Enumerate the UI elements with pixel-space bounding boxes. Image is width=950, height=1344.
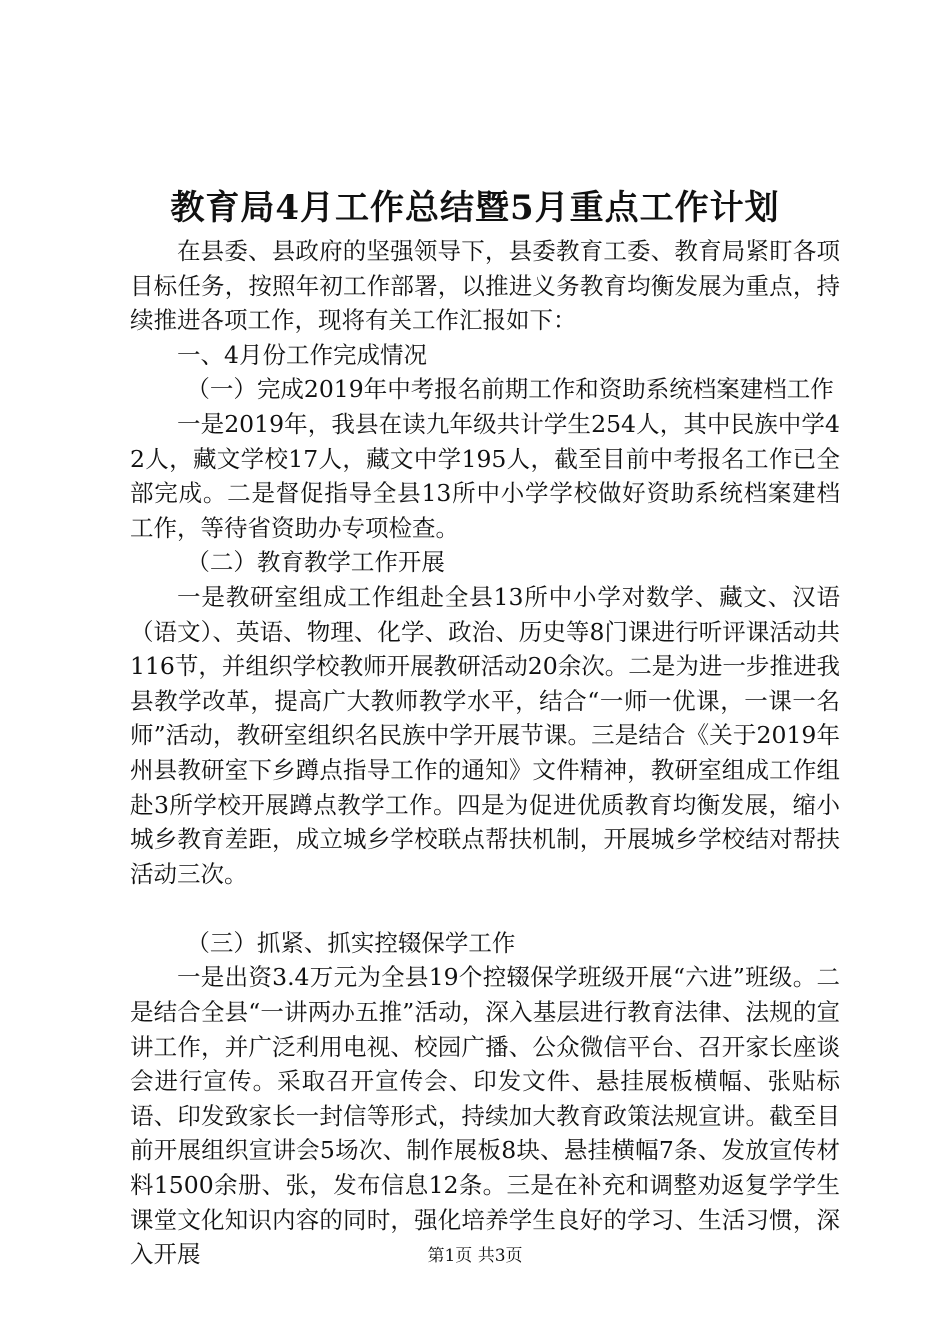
subsection-1-paragraph: 一是2019年，我县在读九年级共计学生254人，其中民族中学42人，藏文学校17人，藏文中学195人，截至目前中考报名工作已全部完成。二是督促指导全县13所中小学学校做好资助系统档案建档工作，等待省资助办专项检查。 [130,409,840,542]
subsection-heading-3: （三）抓紧、抓实控辍保学工作 [186,928,516,957]
section-heading-1: 一、4月份工作完成情况 [177,340,427,369]
page-footer: 第1页 共3页 [427,1246,523,1266]
document-title: 教育局4月工作总结暨5月重点工作计划 [170,188,780,228]
intro-paragraph: 在县委、县政府的坚强领导下，县委教育工委、教育局紧盯各项目标任务，按照年初工作部署，以推进义务教育均衡发展为重点，持续推进各项工作，现将有关工作汇报如下： [130,237,840,335]
subsection-3-paragraph: 一是出资3.4万元为全县19个控辍保学班级开展“六进”班级。二是结合全县“一讲两办五推”活动，深入基层进行教育法律、法规的宣讲工作，并广泛利用电视、校园广播、公众微信平台、召开家长座谈会进行宣传。采取召开宣传会、印发文件、悬挂展板横幅、张贴标语、印发致家长一封信等形式，持续加大教育政策法规宣讲。截至目前开展组织宣讲会5场次、制作展板8块、悬挂横幅7条、发放宣传材料1500余册、张，发布信息12条。三是在补充和调整劝返复学学生课堂文化知识内容的同时，强化培养学生良好的学习、生活习惯，深入开展 [130,963,840,1269]
subsection-heading-1: （一）完成2019年中考报名前期工作和资助系统档案建档工作 [186,375,834,404]
document-body [130,234,840,1272]
subsection-heading-2: （二）教育教学工作开展 [186,548,445,577]
subsection-2-paragraph: 一是教研室组成工作组赴全县13所中小学对数学、藏文、汉语（语文）、英语、物理、化学、政治、历史等8门课进行听评课活动共116节，并组织学校教师开展教研活动20余次。二是为进一步推进我县教学改革，提高广大教师教学水平，结合“一师一优课，一课一名师”活动，教研室组织名民族中学开展节课。三是结合《关于2019年州县教研室下乡蹲点指导工作的通知》文件精神，教研室组成工作组赴3所学校开展蹲点教学工作。四是为促进优质教育均衡发展，缩小城乡教育差距，成立城乡学校联点帮扶机制，开展城乡学校结对帮扶活动三次。 [130,582,840,888]
